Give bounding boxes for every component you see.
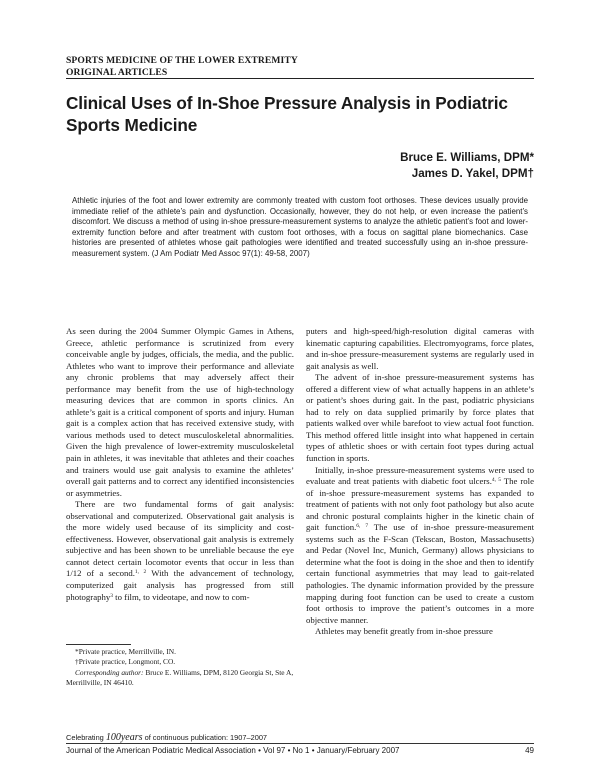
footnote-divider: [66, 644, 131, 645]
abstract: Athletic injuries of the foot and lower extremity are commonly treated with custom foot orthoses. These devices usually provide immediate relief of the athlete’s pain and dysfunction. Occasionally, however, they do not help, or even increase the patient’s discomfort. We discuss a method of using in-shoe pressure-measurement systems to analyze the athletic patient’s foot and lower-extremity function before and after treatment with custom foot orthoses, with a focus on sagittal plane biomechanics. Case histories are presented of athletes whose gait pathologies were identified and treated successfully using an in-shoe pressure-measurement system. (J Am Podiatr Med Assoc 97(1): 49-58, 2007): [72, 196, 528, 258]
body-paragraph: The advent of in-shoe pressure-measurement systems has offered a different view of what actually happens in an athlete’s or patient’s shoes during gait. In the past, podiatric physicians had to rely on data supplied primarily by force plates that patients walked over while barefoot to view actual foot function. This method offered little insight into what happened in certain types of athletic shoes or with certain foot types during actual function in sports.: [306, 372, 534, 464]
footnotes: [66, 647, 294, 688]
author-1: Bruce E. Williams, DPM*: [400, 151, 534, 164]
footnote-correspondence: Corresponding author: Bruce E. Williams, DPM, 8120 Georgia St, Ste A, Merrillville, IN 46410.: [66, 667, 294, 687]
centennial-number: 100: [105, 732, 121, 743]
section-heading: [66, 55, 536, 78]
journal-citation: Journal of the American Podiatric Medical Association • Vol 97 • No 1 • January/February 2007: [66, 746, 400, 755]
section-label: SPORTS MEDICINE OF THE LOWER EXTREMITY: [66, 55, 298, 66]
footer-divider: [66, 743, 534, 744]
author-2: James D. Yakel, DPM†: [411, 167, 534, 180]
citation-ref: 3: [110, 592, 113, 599]
body-paragraph: As seen during the 2004 Summer Olympic Games in Athens, Greece, athletic performance is scrutinized from every conceivable angle by judges, officials, the media, and the public. Athletes who want to improve their performance and alleviate any chronic problems that may adversely affect their performance may benefit from the use of high-technology measuring devices that are common in sports clinics. An athlete’s gait is a critical component of sports and injury. Human gait is a complex action that has received extensive study, with various methods used to detect musculoskeletal abnormalities. Given the high prevalence of lower-extremity musculoskeletal pain in athletes, it was inevitable that athletes and their coaches and trainers would use gait analysis to examine the athletes’ overall gait patterns and to correct any identified inconsistencies or asymmetries.: [66, 326, 294, 498]
citation-ref: 1, 2: [134, 569, 147, 576]
centennial-years: years: [120, 732, 143, 743]
body-paragraph: There are two fundamental forms of gait analysis: observational and computerized. Observational gait analysis is the more widely used because of its simplicity and cost-effectiveness. However, observational gait analysis is extremely subjective and has been shown to be unreliable because the eye cannot detect certain locomotor events that occur in less than 1/12 of a second.$^{1, 2}$ With the advancement of technology, computerized gait analysis has progressed from still photography$^3$ to film, to videotape, and now to com-: [66, 499, 294, 602]
page-number: 49: [525, 746, 534, 755]
fraction: 1/12: [66, 568, 82, 579]
footnote-affiliation-1: *Private practice, Merrillville, IN.: [75, 647, 176, 656]
article-title: Clinical Uses of In-Shoe Pressure Analysis in Podiatric Sports Medicine: [66, 93, 508, 135]
body-paragraph: Athletes may benefit greatly from in-shoe pressure: [315, 626, 493, 637]
article-type-label: ORIGINAL ARTICLES: [66, 66, 168, 78]
header-divider: [66, 78, 534, 79]
citation-ref: 6, 7: [356, 523, 369, 530]
footnote-affiliation-2: †Private practice, Longmont, CO.: [75, 657, 176, 667]
body-column-right: [306, 326, 534, 638]
centennial-banner: Celebrating 100years of continuous publication: 1907–2007: [66, 732, 268, 743]
body-paragraph: puters and high-speed/high-resolution digital cameras with kinematic capturing capabilities. Electromyograms, force plates, and in-shoe pressure-measurement systems are regularly used in gait analysis as well.: [306, 326, 534, 371]
body-column-left: [66, 326, 294, 603]
citation-ref: 4, 5: [491, 477, 501, 484]
body-paragraph: Initially, in-shoe pressure-measurement systems were used to evaluate and treat patients with diabetic foot ulcers.$^{4, 5}$ The role of in-shoe pressure-measurement systems has expanded to treatment of patients with not only foot pathology but also acute and chronic postural complaints higher in the kinetic chain of gait function.$^{6, 7}$ The use of in-shoe pressure-measurement systems such as the F-Scan (Tekscan, Boston, Massachusetts) and Pedar (Novel Inc, Munich, Germany) allows physicians to determine what the foot is doing in the shoe and then to identify certain functional asymmetries that may lead to gait-related pathologies. The dynamic information provided by the pressure mapping during foot function can be used to create a custom foot orthosis to improve the patient’s outcomes in a more objective manner.: [306, 464, 535, 625]
author-block: [400, 150, 534, 182]
